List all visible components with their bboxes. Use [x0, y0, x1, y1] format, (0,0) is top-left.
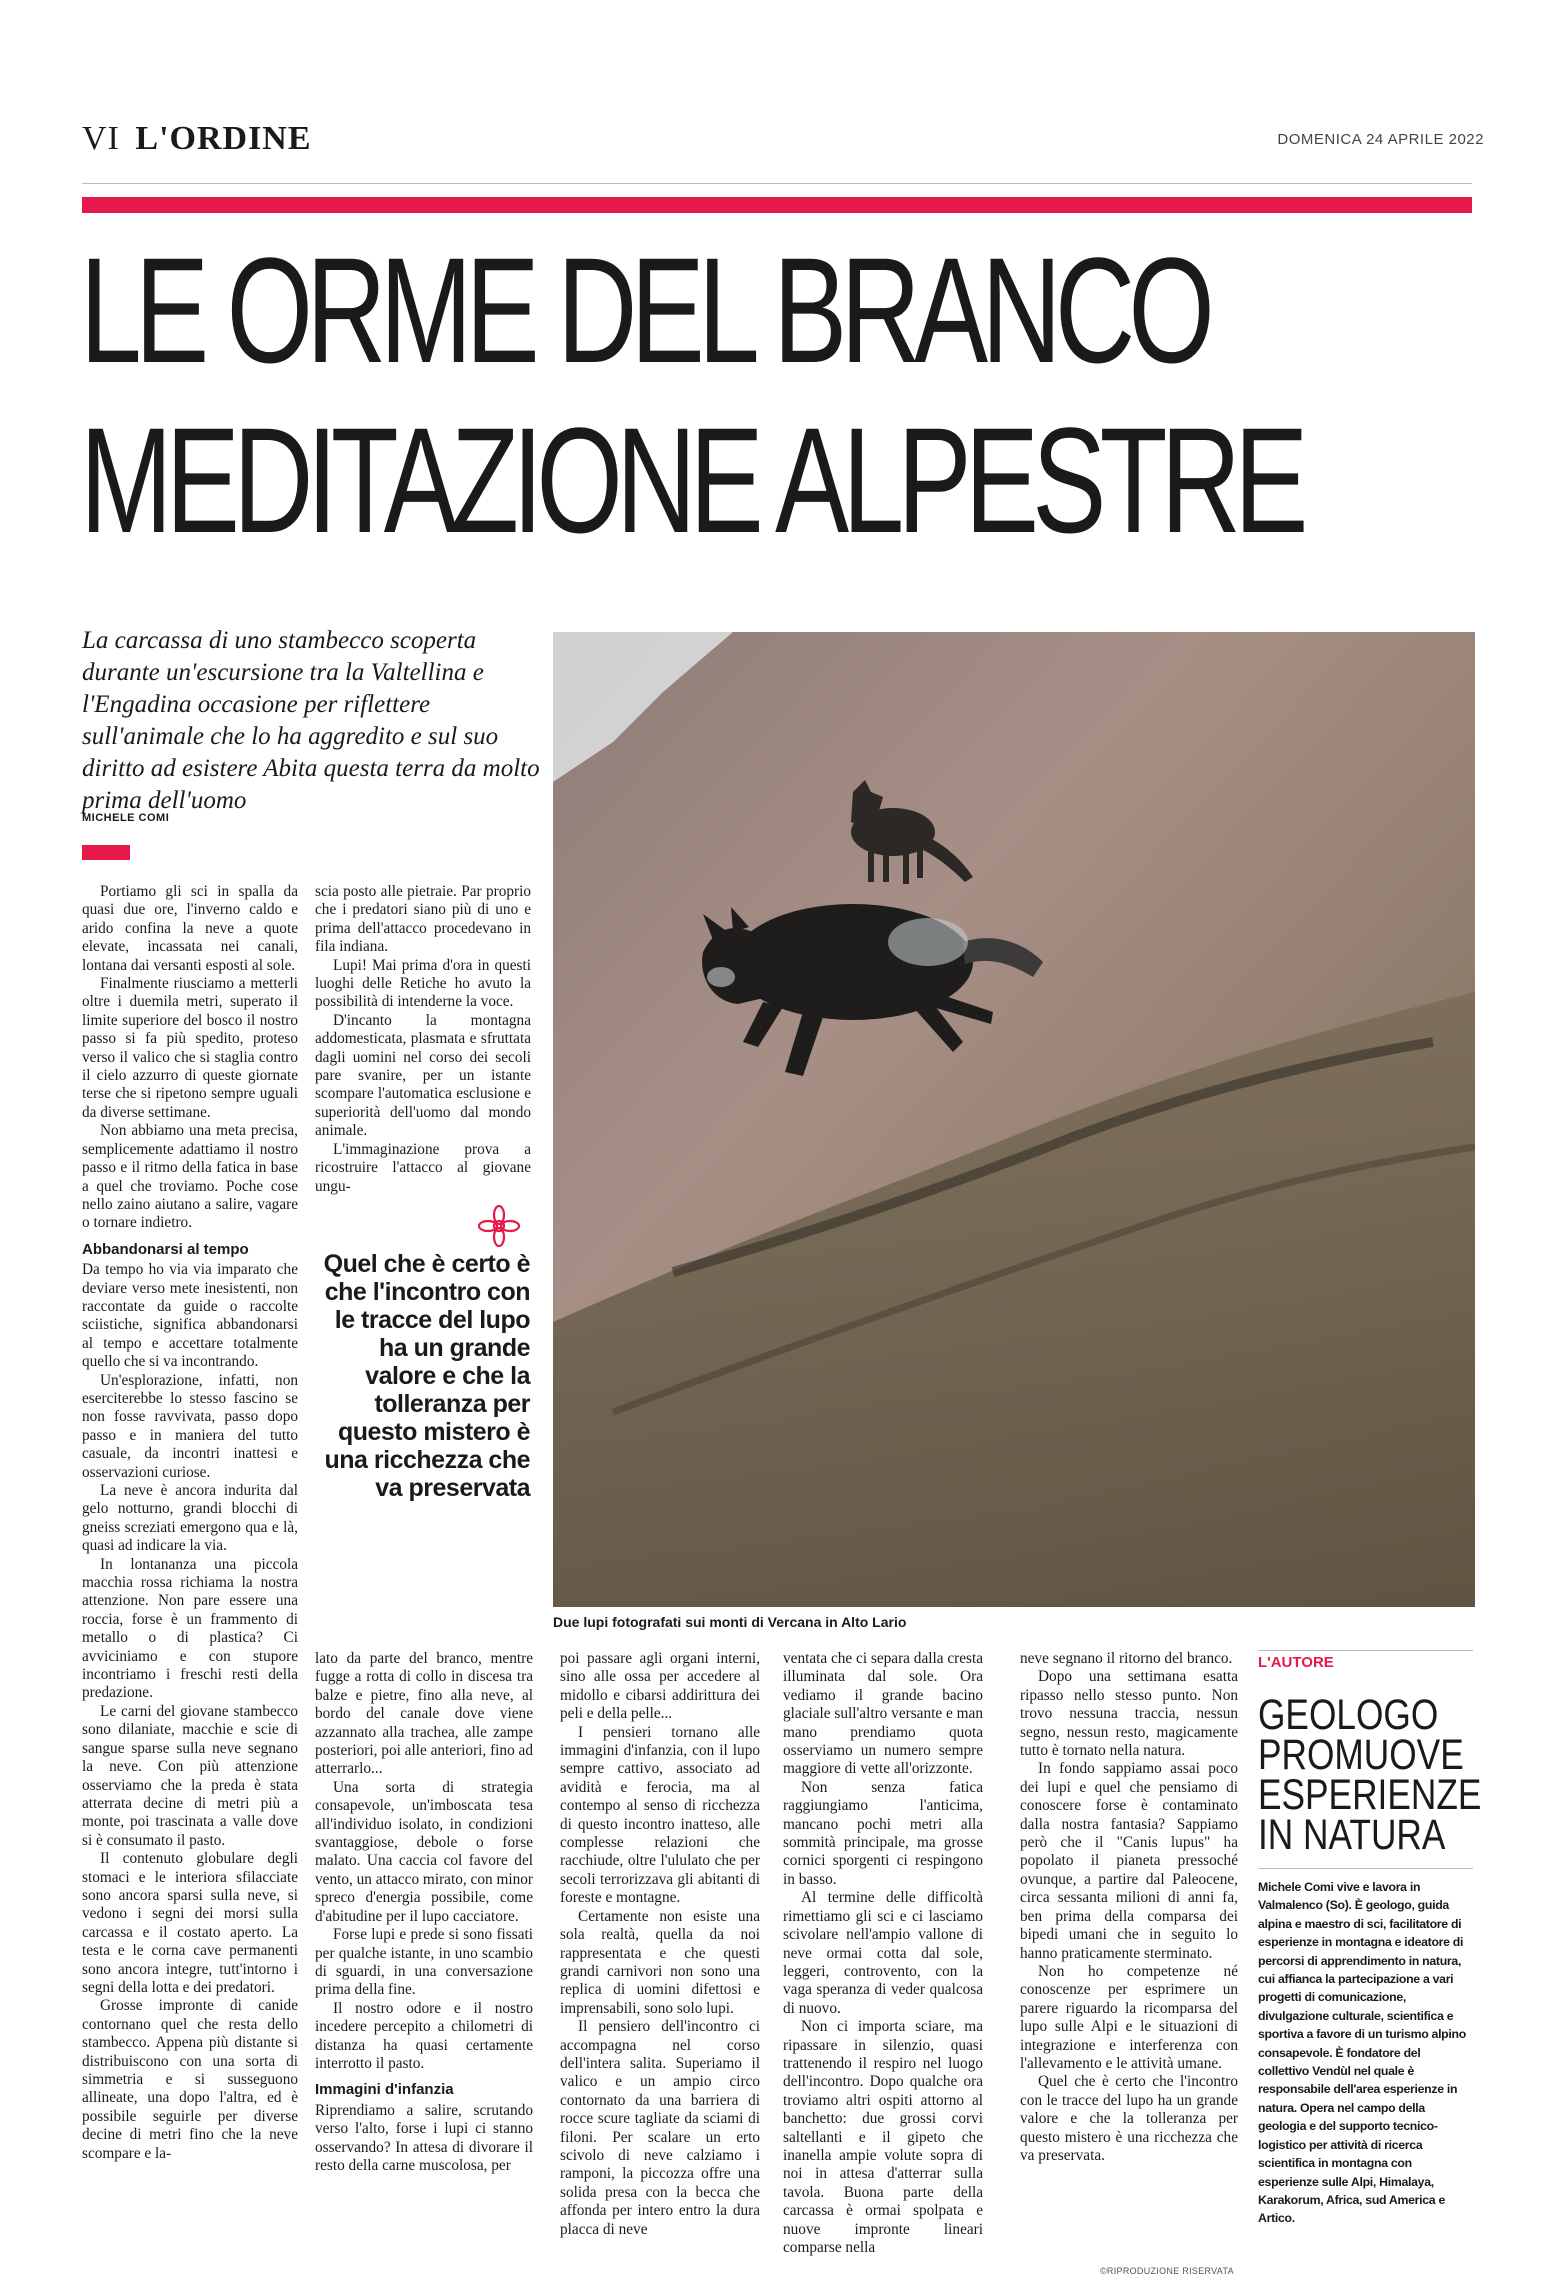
paragraph: Grosse impronte di canide contornano quel che resta dello stambecco. Appena più distante si distribuiscono con una sorta di simmetria e si susseguono allineate, una dopo l'altra, ed è possibile seguirle per diverse decine di metri fino che la neve scompare e la- [82, 1997, 298, 2162]
subheading: Abbandonarsi al tempo [82, 1240, 249, 1258]
accent-bar [82, 197, 1472, 213]
headline-line-2: MEDITAZIONE ALPESTRE [80, 396, 1302, 564]
paragraph: Lupi! Mai prima d'ora in questi luoghi delle Retiche ho avuto la possibilità di intenderne la voce. [315, 956, 531, 1011]
author-title-line: IN NATURA [1258, 1811, 1446, 1859]
paragraph: poi passare agli organi interni, sino alle ossa per accedere al midollo e cibarsi addirittura dei peli e della pelle... [560, 1650, 760, 1723]
paragraph: In fondo sappiamo assai poco dei lupi e quel che pensiamo di conoscere forse è contaminato dalla nostra fantasia? Sappiamo però che il "Canis lupus" ha popolato il pianeta pressoché ovunque, a partire dal Paleocene, circa sessanta milioni di anni fa, ben prima della comparsa dei bipedi umani che in seguito lo hanno praticamente sterminato. [1020, 1760, 1238, 1962]
header-divider [82, 183, 1472, 184]
paragraph: Dopo una settimana esatta ripasso nello stesso punto. Non trovo nessuna traccia, nessun segno, nessun resto, magicamente tutto è tornato nella natura. [1020, 1668, 1238, 1760]
byline-accent [82, 845, 130, 860]
photo-caption: Due lupi fotografati sui monti di Vercana in Alto Lario [553, 1614, 907, 1630]
rosette-icon [478, 1205, 520, 1247]
photo-illustration [553, 632, 1475, 1607]
article-column-2 [315, 883, 531, 1196]
subheading: Immagini d'infanzia [315, 2081, 454, 2099]
author-title [1258, 1691, 1482, 1859]
paragraph: Riprendiamo a salire, scrutando verso l'alto, forse i lupi ci stanno osservando? In attesa di divorare il resto della carne muscolosa, per [315, 2101, 533, 2174]
article-deck: La carcassa di uno stambecco scoperta durante un'escursione tra la Valtellina e l'Engadina occasione per riflettere sull'animale che lo ha aggredito e sul suo diritto ad esistere Abita questa terra da molto prima dell'uomo [82, 627, 540, 814]
wolves-photo [553, 632, 1475, 1607]
paragraph: ventata che ci separa dalla cresta illuminata dal sole. Ora vediamo il grande bacino glaciale sull'altro versante e man mano prendiamo quota osserviamo un numero sempre maggiore di vette all'orizzonte. [783, 1650, 984, 1778]
paragraph: D'incanto la montagna addomesticata, plasmata e sfruttata dagli uomini nel corso dei secoli pare svanire, per un istante scompare l'automatica esclusione e superiorità dell'uomo dal mondo animale. [315, 1011, 531, 1140]
paragraph: Finalmente riusciamo a metterli oltre i duemila metri, superato il limite superiore del bosco il nostro passo si fa più spedito, proteso verso il valico che si staglia contro il cielo azzurro di queste giornate terse che si ripetono sempre uguali da diverse settimane. [82, 975, 298, 1121]
pull-quote: Quel che è certo è che l'incontro con le tracce del lupo ha un grande valore e che la tolleranza per questo mistero è una ricchezza che va preservata [323, 1250, 530, 1502]
issue-date: DOMENICA 24 APRILE 2022 [1277, 131, 1484, 148]
author-divider [1258, 1868, 1473, 1869]
article-column-3 [315, 1650, 533, 2175]
paragraph: scia posto alle pietraie. Par proprio che i predatori siano più di uno e prima dell'attacco procedevano in fila indiana. [315, 883, 531, 956]
author-divider [1258, 1650, 1473, 1651]
newspaper-name: L'ORDINE [135, 120, 312, 157]
author-bio: Michele Comi vive e lavora in Valmalenco (So). È geologo, guida alpina e maestro di sci, facilitatore di esperienze in montagna e ideatore di percorsi di apprendimento in natura, cui affianca la partecipazione a vari progetti di comunicazione, divulgazione culturale, scientifica e sportiva a favore di un turismo alpino consapevole. È fondatore del collettivo Vendùl nel quale è responsabile dell'area esperienze in natura. Opera nel campo della geologia e del supporto tecnico-logistico per attività di ricerca scientifica in montagna con esperienze sulle Alpi, Himalaya, Karakorum, Africa, sud America e Artico. [1258, 1880, 1466, 2226]
copyright-notice: ©RIPRODUZIONE RISERVATA [1100, 2266, 1234, 2276]
author-title-line: PROMUOVE [1258, 1731, 1464, 1779]
paragraph: In lontananza una piccola macchia rossa richiama la nostra attenzione. Non pare essere una roccia, forse è un frammento di metallo o di plastica? Ci avviciniamo e con stupore incontriamo i freschi resti della predazione. [82, 1555, 298, 1702]
article-column-5 [783, 1650, 983, 2257]
paragraph: Non ci importa sciare, ma ripassare in silenzio, quasi trattenendo il respiro nel luogo dell'incontro. Dopo qualche ora troviamo altri ospiti attorno al banchetto: due grossi corvi saltellanti e il gipeto che inanella ampie volute sopra di noi in attesa d'atterrar sulla tavola. Buona parte della carcassa è ormai spolpata e nuove impronte lineari comparse nella [783, 2018, 983, 2256]
paragraph: Al termine delle difficoltà rimettiamo gli sci e ci lasciamo scivolare nell'ampio vallone di neve ormai cotta dal sole, leggeri, controvento, con la vaga speranza di veder qualcosa di nuovo. [783, 1889, 983, 2017]
author-title-line: GEOLOGO [1258, 1691, 1439, 1739]
paragraph: Il pensiero dell'incontro ci accompagna nel corso dell'intera salita. Superiamo il valico e un ampio circo contornato da una barriera di rocce scure tagliate da sciami di filoni. Per scalare un erto scivolo di neve calziamo i ramponi, la piccozza offre una solida presa con la becca che affonda per intero entro la dura placca di neve [560, 2018, 760, 2238]
paragraph: lato da parte del branco, mentre fugge a rotta di collo in discesa tra balze e pietre, fino alla neve, al bordo del canale dove viene azzannato alla trachea, alle zampe posteriori, poi alle anteriori, fino ad atterrarlo... [315, 1650, 533, 1778]
paragraph: Le carni del giovane stambecco sono dilaniate, macchie e scie di sangue sparse sulla neve segnano la neve. Con più attenzione osserviamo che la preda è stata atterrata decine di metri più a monte, poi trascinata a valle dove si è consumato il pasto. [82, 1702, 298, 1849]
paragraph: Forse lupi e prede si sono fissati per qualche istante, in uno scambio di sguardi, in una conversazione prima della fine. [315, 1926, 533, 1999]
headline-line-1: LE ORME DEL BRANCO [80, 226, 1209, 394]
author-title-line: ESPERIENZE [1258, 1771, 1482, 1819]
paragraph: Da tempo ho via via imparato che deviare verso mete inesistenti, non raccontate da guide o raccolte sciistiche, significa abbandonarsi al tempo e accettare totalmente quello che si va incontrando. [82, 1261, 298, 1371]
article-column-6 [1020, 1650, 1238, 2165]
paragraph: Certamente non esiste una sola realtà, quella da noi rappresentata e che questi grandi carnivori non sono una replica di uomini difettosi e imprensabili, sono solo lupi. [560, 1907, 760, 2017]
masthead [82, 120, 312, 158]
paragraph: Quel che è certo che l'incontro con le tracce del lupo ha un grande valore e che la tolleranza per questo mistero è una ricchezza che va preservata. [1020, 2073, 1238, 2164]
article-column-1 [82, 883, 298, 2163]
paragraph: neve segnano il ritorno del branco. [1020, 1650, 1233, 1667]
paragraph: L'immaginazione prova a ricostruire l'attacco al giovane ungu- [315, 1140, 531, 1195]
article-column-4 [560, 1650, 760, 2239]
paragraph: Il contenuto globulare degli stomaci e le interiora sfilacciate sono ancora sparsi sulla neve, si vedono i segni dei morsi sulla carcassa e il costato aperto. La testa e le corna cave permanenti sono ancora integre, tutt'intorno i segni della lotta e dei predatori. [82, 1850, 298, 1996]
paragraph: Portiamo gli sci in spalla da quasi due ore, l'inverno caldo e arido confina la neve a quote elevate, incassata nei canali, lontana dai versanti esposti al sole. [82, 883, 298, 974]
paragraph: Il nostro odore e il nostro incedere percepito a chilometri di distanza ha quasi certamente interrotto il pasto. [315, 1999, 533, 2072]
paragraph: Una sorta di strategia consapevole, un'imboscata tesa all'individuo isolato, in condizioni svantaggiose, debole o forse malato. Una caccia col favore del vento, un attacco mirato, con minor spreco d'energia possibile, come d'abitudine per il lupo cacciatore. [315, 1778, 533, 1925]
byline: MICHELE COMI [82, 812, 170, 824]
paragraph: Un'esplorazione, infatti, non eserciterebbe lo stesso fascino se non fosse ravvivata, passo dopo passo e in maniera del tutto casuale, da incontri inattesi e osservazioni curiose. [82, 1371, 298, 1481]
paragraph: Non ho competenze né conoscenze per esprimere un parere riguardo la ricomparsa del lupo sulle Alpi e le situazioni di integrazione e interferenza con l'allevamento e le attività umane. [1020, 1962, 1238, 2072]
paragraph: Non senza fatica raggiungiamo l'anticima, mancano pochi metri alla sommità principale, ma grosse cornici sporgenti ci respingono in basso. [783, 1778, 983, 1888]
author-label: L'AUTORE [1258, 1654, 1334, 1671]
page-number: VI [82, 120, 120, 157]
paragraph: La neve è ancora indurita dal gelo notturno, grandi blocchi di gneiss screziati emergono qua e là, quasi ad indicare la via. [82, 1482, 298, 1555]
paragraph: Non abbiamo una meta precisa, semplicemente adattiamo il nostro passo e il ritmo della fatica in base a quel che troviamo. Poche cose nello zaino aiutano a salire, vagare o tornare indietro. [82, 1122, 298, 1232]
paragraph: I pensieri tornano alle immagini d'infanzia, con il lupo sempre cattivo, associato ad avidità e ferocia, ma al contempo al senso di ricchezza di questo incontro inatteso, alle complesse relazioni che racchiude, oltre l'ululato che per secoli terrorizzava gli abitanti di foreste e montagne. [560, 1723, 760, 1907]
